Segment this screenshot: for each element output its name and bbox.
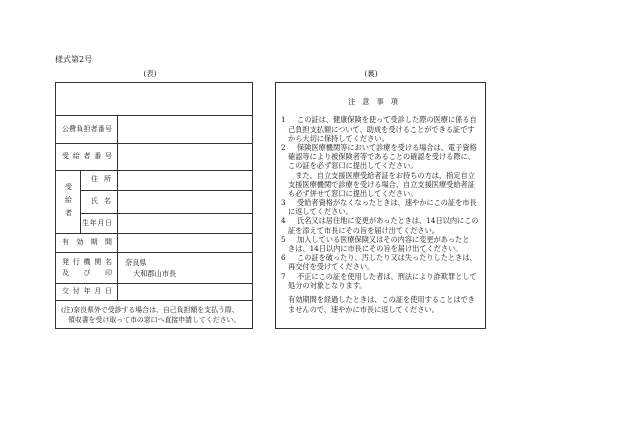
- note-item-line: 受給者資格がなくなったときは、速やかにこの証を市長: [297, 198, 477, 208]
- note-item-line: この証を破ったり、汚したり又は失ったりしたときは、: [297, 253, 477, 263]
- recipient-number-label: 受 給 者 番 号: [62, 151, 112, 160]
- note-item-number: 5: [281, 234, 286, 244]
- back-side-card: [275, 82, 486, 329]
- note-item-number: 7: [281, 271, 286, 281]
- note-item-number: 3: [281, 198, 286, 208]
- row-divider: [55, 115, 253, 116]
- note-item-line: また、自立支援医療受給者証をお持ちの方は、指定自立: [288, 170, 475, 180]
- closing-line: ませんので、速やかに市長に返してください。: [288, 304, 439, 314]
- front-note-line: 領収書を受け取って市の窓口へ直接申請してください。: [68, 316, 241, 324]
- row-divider: [80, 213, 253, 214]
- front-side-card: [55, 82, 253, 329]
- notes-list: [281, 115, 480, 290]
- issuer-label-line: 及 び 印: [62, 268, 112, 277]
- note-item: [281, 198, 480, 217]
- birthdate-label: 生 年 月 日: [82, 218, 112, 227]
- name-label: 氏 名: [91, 196, 111, 205]
- row-divider: [55, 233, 253, 234]
- note-item-line: 不正にこの証を使用した者は、刑法により詐欺罪として: [297, 271, 477, 281]
- front-side-label: (表): [143, 69, 157, 78]
- form-number: 様式第2号: [55, 55, 93, 64]
- front-note-line: (注)奈良県外で受診する場合は、自己負担額を支払う際、: [61, 306, 239, 314]
- row-divider: [55, 252, 253, 253]
- note-item-line: 支援医療機関で診療を受ける場合、自立支援医療受給者証: [288, 179, 475, 189]
- note-item-line: に返してください。: [288, 207, 353, 217]
- row-divider: [55, 300, 253, 301]
- note-item-line: 保険医療機関等において診療を受ける場合は、電子資格: [297, 142, 477, 152]
- note-item-number: 6: [281, 253, 286, 263]
- issuer-value-mayor: 大和郡山市長: [133, 268, 177, 278]
- issue-date-label: 交 付 年 月 日: [62, 286, 112, 295]
- closing-paragraph: [288, 295, 480, 313]
- note-item-line: 証を添えて市長にその旨を届け出てください。: [288, 225, 439, 235]
- note-item-line: も必ず併せて窓口に提出してください。: [288, 188, 418, 198]
- note-item: [281, 115, 480, 143]
- note-item: [281, 253, 480, 272]
- issuer-value-prefecture: 奈良県: [125, 257, 147, 267]
- notes-heading: 注 意 事 項: [348, 96, 398, 106]
- note-item-line: 氏名又は居住地に変更があったときは、14日以内にこの: [297, 216, 479, 226]
- note-item-line: この証は、健康保険を使って受診した際の医療に係る自: [297, 115, 477, 125]
- row-divider: [55, 143, 253, 144]
- note-item-line: 再交付を受けてください。: [288, 262, 375, 272]
- note-item-line: 加入している医療保険又はその内容に変更があったと: [297, 234, 470, 244]
- note-item: [281, 271, 480, 290]
- note-item-line: 己負担支払額について、助成を受けることができる証です: [288, 124, 475, 134]
- public-payer-number-label: 公 費 負 担 者 番 号: [62, 124, 112, 133]
- note-item-line: この証を必ず窓口に提出してください。: [288, 161, 418, 171]
- note-item-line: きは、14日以内に市長にその旨を届け出てください。: [288, 244, 463, 254]
- row-divider: [80, 190, 253, 191]
- address-label: 住 所: [91, 174, 111, 183]
- note-item: [281, 142, 480, 198]
- column-divider: [80, 170, 81, 233]
- issuer-label-line: 発 行 機 関 名: [62, 257, 112, 266]
- recipient-group-label: 受 給 者: [65, 183, 72, 217]
- note-item-number: 2: [281, 142, 286, 152]
- note-item-number: 1: [281, 115, 286, 125]
- note-item-number: 4: [281, 216, 286, 226]
- column-divider: [117, 115, 118, 300]
- row-divider: [55, 170, 253, 171]
- note-item-line: 処分の対象となります。: [288, 280, 367, 290]
- note-item: [281, 216, 480, 235]
- row-divider: [55, 283, 253, 284]
- back-side-label: (裏): [364, 69, 378, 78]
- note-item: [281, 234, 480, 254]
- validity-period-label: 有 効 期 間: [62, 237, 112, 246]
- closing-line: 有効期間を経過したときは、この証を使用することはでき: [288, 295, 475, 305]
- note-item-line: から大切に保持してください。: [288, 133, 389, 143]
- note-item-line: 確認等により被保険者等であることの確認を受ける際に、: [288, 152, 475, 162]
